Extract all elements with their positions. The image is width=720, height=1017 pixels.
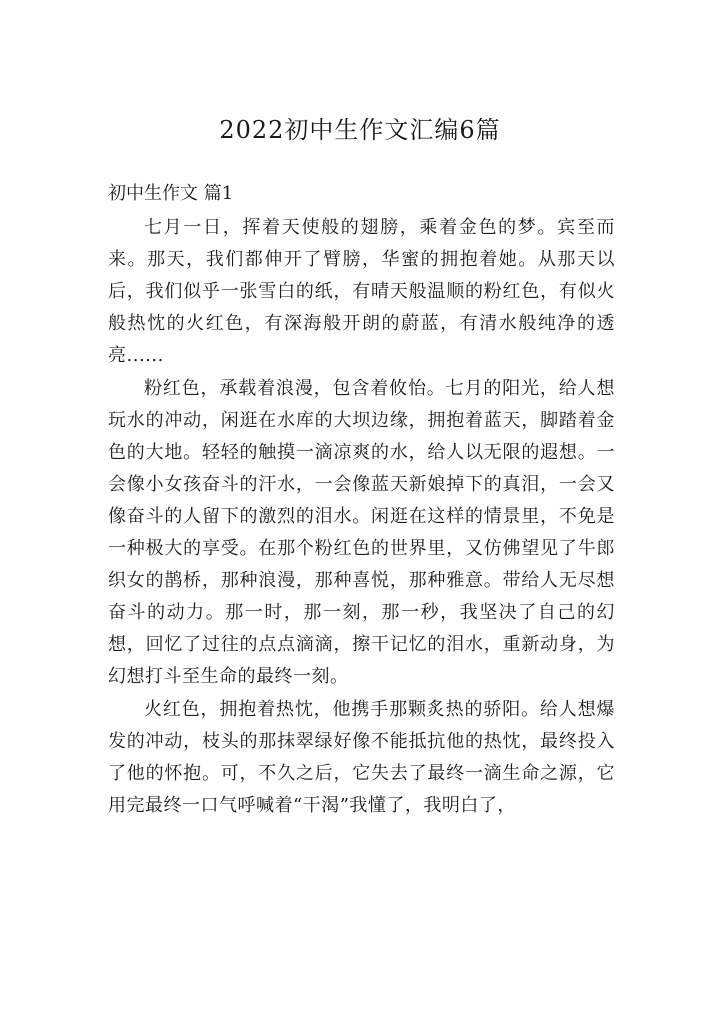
section-heading: 初中生作文 篇1: [108, 183, 234, 204]
body-text: [108, 212, 615, 822]
paragraph-1: 七月一日，挥着天使般的翅膀，乘着金色的梦。宾至而来。那天，我们都伸开了臂膀，华蜜的拥抱着她。从那天以后，我们似乎一张雪白的纸，有晴天般温顺的粉红色，有似火般热忱的火红色，有深海般开朗的蔚蓝，有清水般纯净的透亮......: [108, 217, 615, 366]
paragraph-2: 粉红色，承载着浪漫，包含着攸怡。七月的阳光，给人想玩水的冲动，闲逛在水库的大坝边缘，拥抱着蓝天，脚踏着金色的大地。轻轻的触摸一滴凉爽的水，给人以无限的遐想。一会像小女孩奋斗的汗水，一会像蓝天新娘掉下的真泪，一会又像奋斗的人留下的激烈的泪水。闲逛在这样的情景里，不免是一种极大的享受。在那个粉红色的世界里，又仿佛望见了牛郎织女的鹊桥，那种浪漫，那种喜悦，那种雅意。带给人无尽想奋斗的动力。那一时，那一刻，那一秒，我坚决了自己的幻想，回忆了过往的点点滴滴，擦干记忆的泪水，重新动身，为幻想打斗至生命的最终一刻。: [108, 378, 615, 687]
document-title: 2022初中生作文汇编6篇: [219, 116, 501, 144]
paragraph-3: 火红色，拥抱着热忱，他携手那颗炙热的骄阳。给人想爆发的冲动，枝头的那抹翠绿好像不能抵抗他的热忱，最终投入了他的怀抱。可，不久之后，它失去了最终一滴生命之源，它用完最终一口气呼喊着“干渴”我懂了，我明白了，: [108, 699, 615, 816]
